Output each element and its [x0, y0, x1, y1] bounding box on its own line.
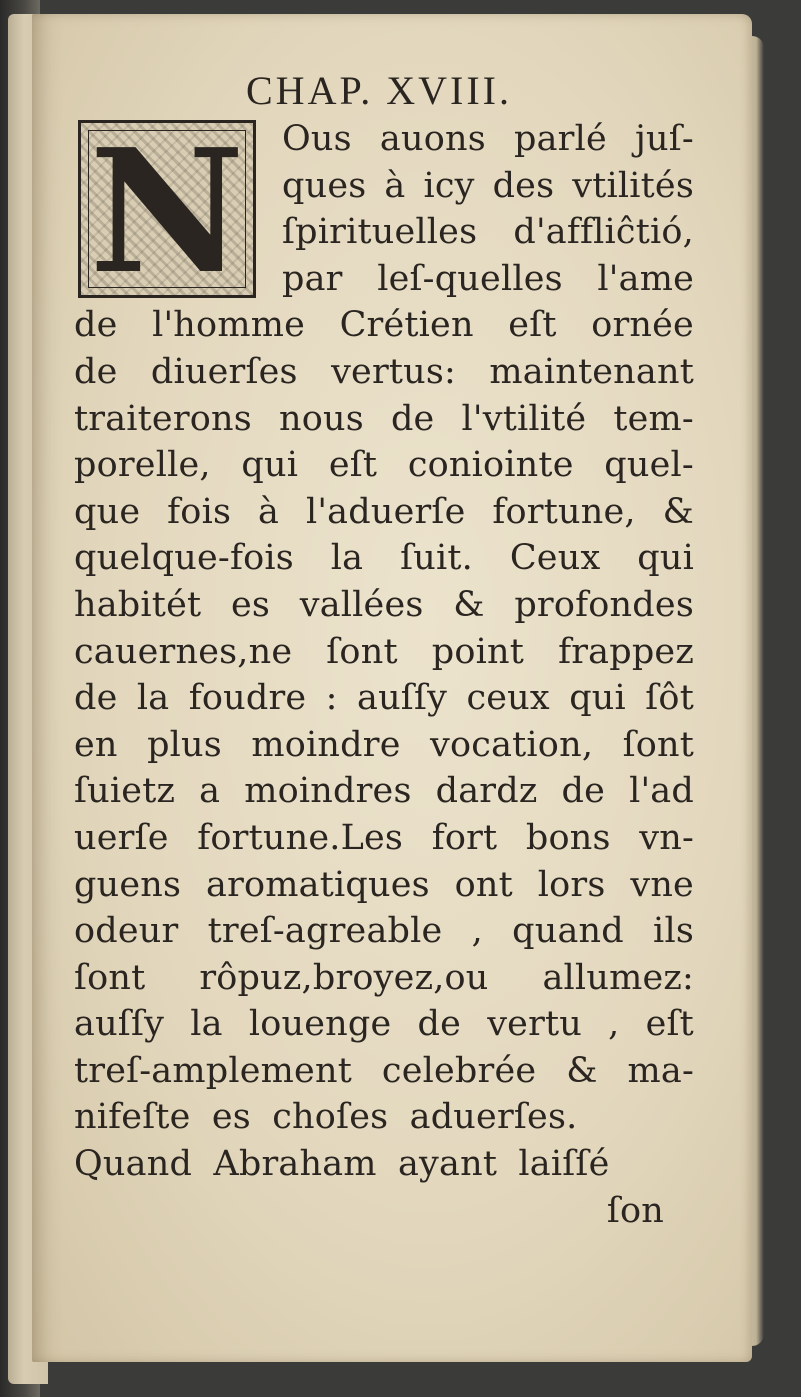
text-line: Quand Abraham ayant laiſſé — [74, 1144, 610, 1185]
text-line: en plus moindre vocation, ſont — [74, 724, 694, 765]
text-line: habitét es vallées & profondes — [74, 584, 694, 625]
text-line: cauernes,ne ſont point frappez — [74, 631, 694, 672]
text-line: uerſe fortune.Les fort bons vn- — [74, 817, 694, 858]
text-line: de diuerſes vertus: maintenant — [74, 351, 694, 392]
text-line: de l'homme Crétien eſt ornée — [74, 305, 694, 346]
text-line: treſ-amplement celebrée & ma- — [74, 1050, 694, 1091]
text-line: guens aromatiques ont lors vne — [74, 864, 694, 905]
ornamental-initial — [78, 120, 256, 298]
text-line: ques à icy des vtilités — [282, 165, 694, 206]
chapter-heading: CHAP. XVIII. — [246, 68, 512, 113]
text-line: ſpirituelles d'affliĉtió, — [282, 212, 694, 253]
ornamental-initial-letter: N — [89, 120, 245, 298]
text-line: porelle, qui eſt conioi̇nte quel- — [74, 445, 694, 486]
text-line: ſuietz a moindres dardz de l'ad — [74, 771, 694, 812]
text-line: de la foudre : auſſy ceux qui ſôt — [74, 678, 694, 719]
text-line: auſſy la louenge de vertu , eſt — [74, 1004, 694, 1045]
text-line: nifeſte es choſes aduerſes. — [74, 1097, 578, 1138]
text-line: Ous auons parlé juſ- — [282, 119, 694, 159]
text-line: par leſ-quelles l'ame — [282, 258, 694, 299]
text-line: que fois à l'aduerſe fortune, & — [74, 491, 694, 532]
text-line: traiterons nous de l'vtilité tem- — [74, 398, 694, 439]
catchword: ſon — [606, 1190, 664, 1231]
text-line: quelque-fois la ſuit. Ceux qui — [74, 538, 694, 579]
body-text — [74, 116, 694, 1234]
page-text — [74, 66, 694, 1234]
text-line: odeur treſ-agreable , quand ils — [74, 911, 694, 952]
text-line: ſont rôpuz,broyez,ou allumez: — [74, 957, 694, 998]
